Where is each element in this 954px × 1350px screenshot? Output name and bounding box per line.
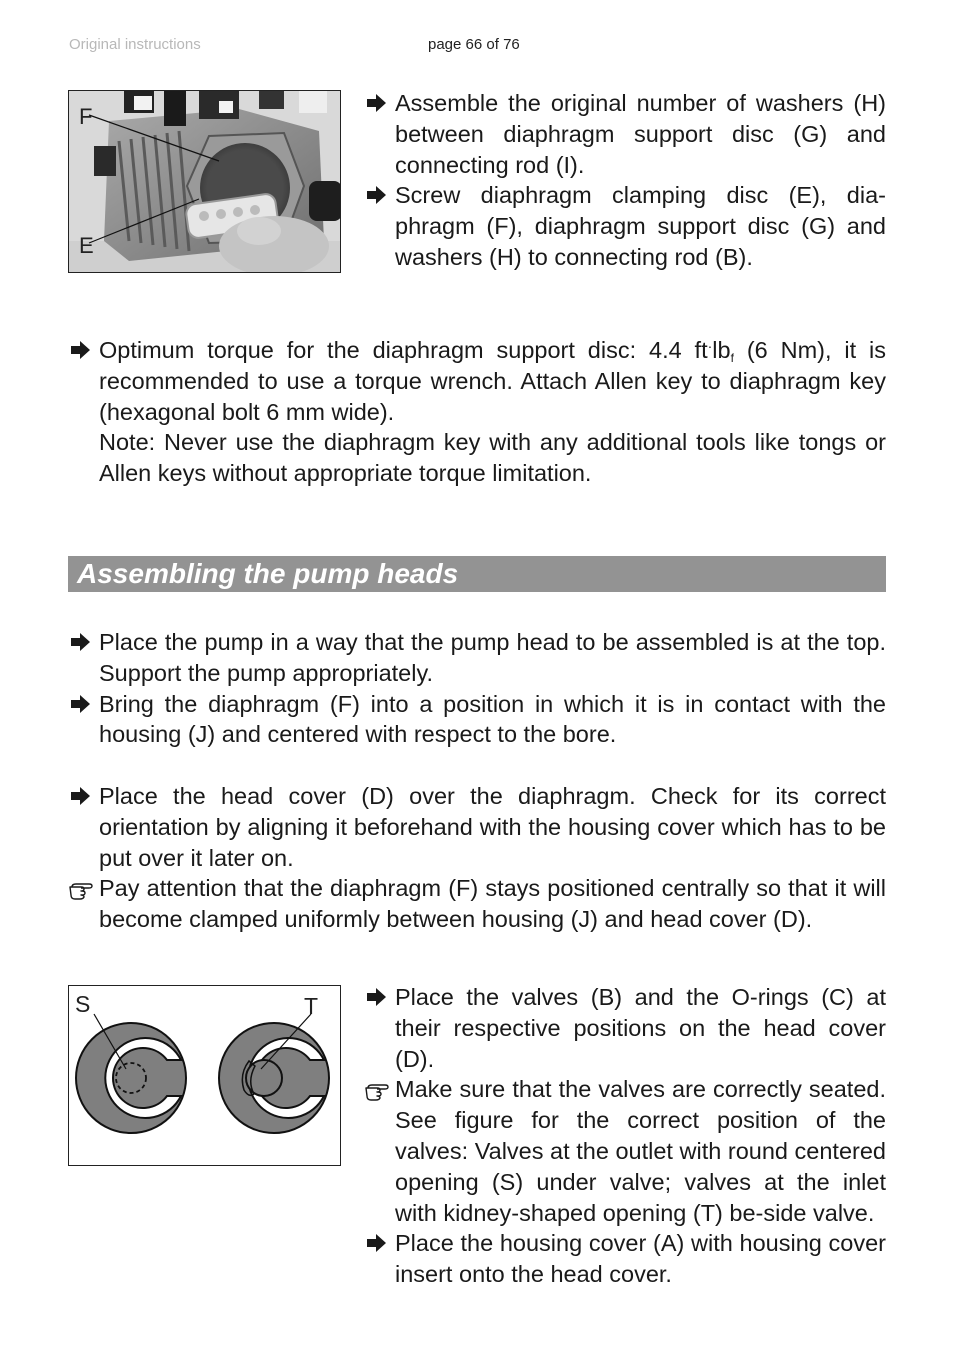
pointing-hand-icon: [364, 1074, 390, 1104]
valve-position-diagram: [68, 985, 341, 1166]
diaphragm-assembly-photo: [68, 90, 341, 273]
label-t: T: [304, 993, 319, 1019]
label-e: E: [79, 233, 94, 258]
arrow-right-icon: [364, 180, 390, 210]
step-assemble-washers: Assemble the original number of washers (H) between diaphragm support disc (G) and connecting rod (I).: [364, 88, 886, 180]
label-s: S: [75, 991, 91, 1017]
hint-diaphragm-centered: Pay attention that the diaphragm (F) stays positioned centrally so that it will become clamped uniformly between housing (J) and head cover (D).: [68, 873, 886, 935]
page-number: page 66 of 76: [428, 36, 520, 53]
arrow-right-icon: [68, 781, 94, 811]
step-screw-clamping-disc: Screw diaphragm clamping disc (E), dia-phragm (F), diaphragm support disc (G) and washers (H) to connecting rod (B).: [364, 180, 886, 272]
step-place-housing-cover: Place the housing cover (A) with housing cover insert onto the head cover.: [364, 1228, 886, 1290]
washer-assembly-steps: [364, 88, 886, 273]
step-place-valves: Place the valves (B) and the O-rings (C) at their respective positions on the head cover (D).: [364, 982, 886, 1074]
pump-head-steps: [68, 627, 886, 935]
step-place-head-cover: Place the head cover (D) over the diaphragm. Check for its correct orientation by aligning it beforehand with the housing cover which has to be put over it later on.: [68, 781, 886, 873]
valve-steps: [364, 982, 886, 1290]
torque-note: Note: Never use the diaphragm key with any additional tools like tongs or Allen keys without appropriate torque limitation.: [99, 429, 886, 487]
pointing-hand-icon: [68, 873, 94, 903]
step-torque: Optimum torque for the diaphragm support disc: 4.4 $ft^\cdot lb_f$ (6 Nm), it is recommended to use a torque wrench. Attach Allen key to diaphragm key (hexagonal bolt 6 mm wide).: [68, 335, 886, 427]
step-place-pump: Place the pump in a way that the pump head to be assembled is at the top. Support the pump appropriately.: [68, 627, 886, 689]
arrow-right-icon: [68, 335, 94, 365]
torque-instructions: [68, 335, 886, 489]
step-position-diaphragm: Bring the diaphragm (F) into a position in which it is in contact with the housing (J) and centered with respect to the bore.: [68, 689, 886, 751]
arrow-right-icon: [364, 88, 390, 118]
arrow-right-icon: [364, 982, 390, 1012]
arrow-right-icon: [68, 627, 94, 657]
arrow-right-icon: [68, 689, 94, 719]
label-f: F: [79, 104, 93, 129]
arrow-right-icon: [364, 1228, 390, 1258]
section-heading: Assembling the pump heads: [68, 556, 886, 592]
hint-valves-seated: Make sure that the valves are correctly seated. See figure for the correct position of the valves: Valves at the outlet with round centered opening (S) under valve; valves at the inlet with kidney-shaped opening (T) be-side valve.: [364, 1074, 886, 1228]
document-header-label: Original instructions: [69, 36, 201, 53]
